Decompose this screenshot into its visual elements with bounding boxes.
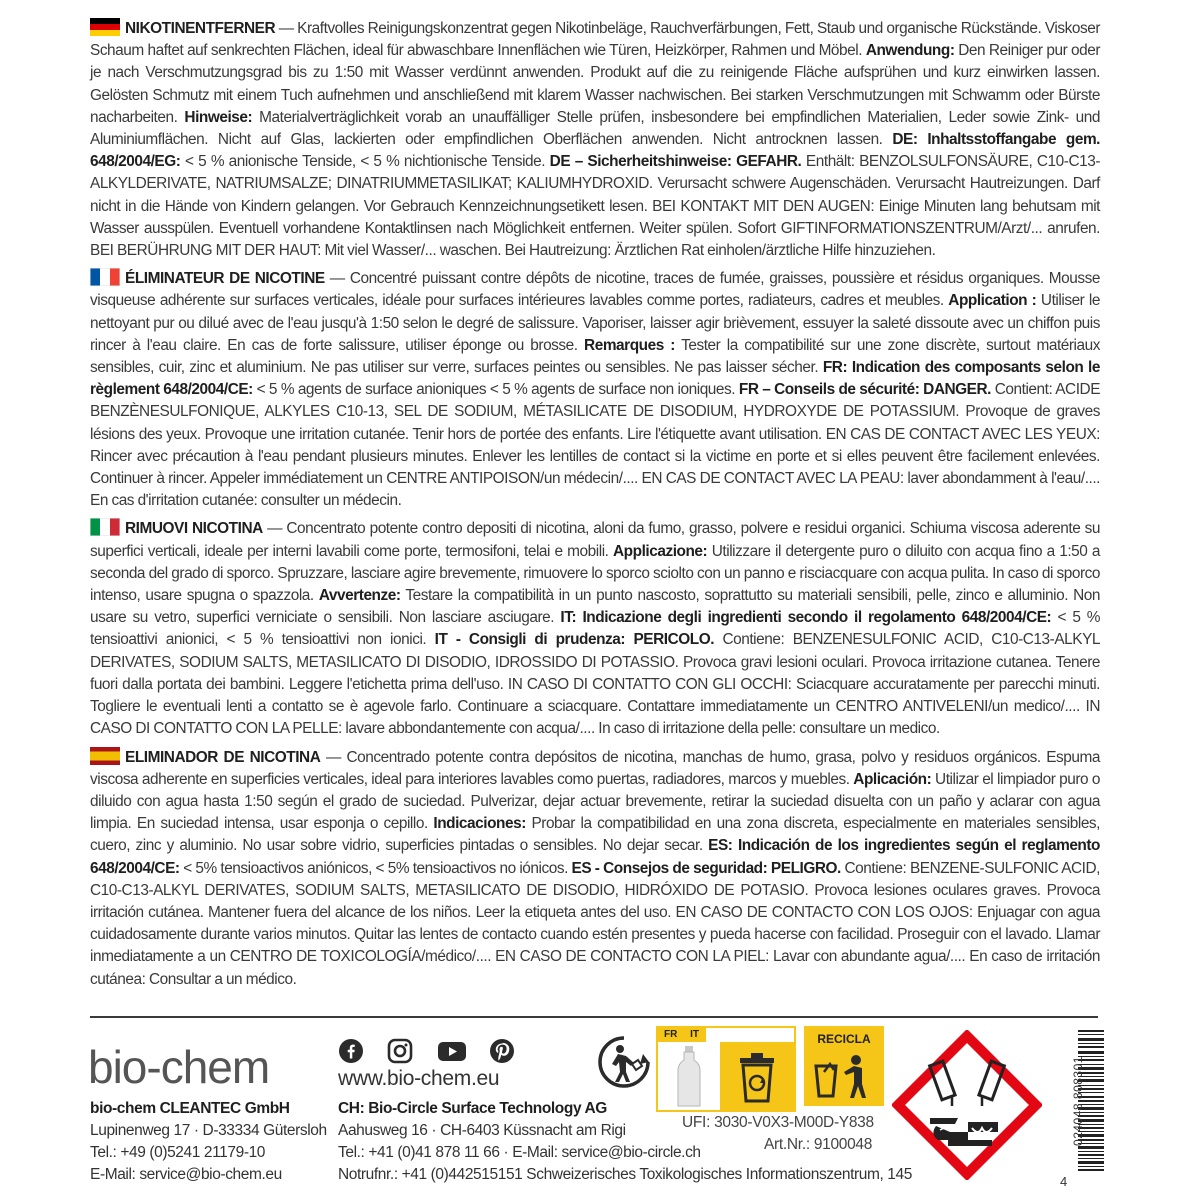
title-spanish: ELIMINADOR DE NICOTINA	[125, 748, 321, 766]
triman-icon	[596, 1034, 652, 1090]
barcode-digits: 024048 808301	[1071, 1056, 1085, 1146]
address-ch: Aahusweg 16 · CH-6403 Küssnacht am Rigi	[338, 1122, 626, 1139]
company-ch: CH: Bio-Circle Surface Technology AG	[338, 1100, 607, 1117]
website-url[interactable]: www.bio-chem.eu	[338, 1067, 500, 1090]
address-de: Lupinenweg 17 · D-33334 Gütersloh	[90, 1122, 327, 1139]
bottle-icon	[676, 1044, 702, 1110]
emergency-ch: Notrufnr.: +41 (0)442515151 Schweizerisches Toxikologisches Informationszentrum, 145	[338, 1166, 912, 1183]
title-italian: RIMUOVI NICOTINA	[125, 520, 263, 538]
facebook-icon[interactable]	[338, 1038, 364, 1064]
spanish-flag-icon	[90, 747, 120, 765]
ufi-code: UFI: 3030-V0X3-M00D-Y838	[682, 1114, 874, 1131]
company-de: bio-chem CLEANTEC GmbH	[90, 1100, 290, 1117]
section-german: NIKOTINENTFERNER — Kraftvolles Reinigungskonzentrat gegen Nikotinbeläge, Rauchverfärbungen, Fett, Staub und organische Rückstände. Viskoser Schaum haftet auf senkrechten Flächen, ideal für abwaschbare Innenflächen wie Türen, Heizkörper, Rahmen und Möbel. Anwendung: Den Reiniger pur oder je nach Verschmutzungsgrad bis zu 1:50 mit Wasser verdünnt anwenden. Produkt auf die zu reinigende Fläche aufsprühen und kurz einwirken lassen. Gelösten Schmutz mit einem Tuch aufnehmen und anschließend mit klarem Wasser nachwischen. Bei starken Verschmutzungen mit Schwamm oder Bürste nacharbeiten. Hinweise: Materialverträglichkeit vorab an unauffälliger Stelle prüfen, insbesondere bei empfindlichen Materialien, Leder sowie Zink- und Aluminiumflächen. Nicht auf Glas, lackierten oder empfindlichen Oberflächen anwenden. Nicht antrocknen lassen. DE: Inhaltsstoffangabe gem. 648/2004/EG: < 5 % anionische Tenside, < 5 % nichtionische Tenside. DE – Sicherheitshinweise: GEFAHR. Enthält: BENZOLSULFONSÄURE, C10-C13-ALKYLDERIVATE, NATRIUMSALZE; DINATRIUMMETASILIKAT; KALIUMHYDROXID. Verursacht schwere Augenschäden. Verursacht Hautreizungen. Darf nicht in die Hände von Kindern gelangen. Vor Gebrauch Kennzeichnungsetikett lesen. BEI KONTAKT MIT DEN AUGEN: Einige Minuten lang behutsam mit Wasser ausspülen. Eventuell vorhandene Kontaktlinsen nach Möglichkeit entfernen. Weiter spülen. Sofort GIFTINFORMATIONSZENTRUM/Arzt/... anrufen. BEI BERÜHRUNG MIT DER HAUT: Mit viel Wasser/... waschen. Bei Hautreizung: Ärztlichen Rat einholen/ärztliche Hilfe hinzuziehen.	[90, 20, 1101, 260]
italian-flag-icon	[90, 518, 120, 536]
pinterest-icon[interactable]	[489, 1038, 515, 1064]
youtube-icon[interactable]	[437, 1038, 467, 1064]
instagram-icon[interactable]	[387, 1038, 413, 1064]
corrosive-ghs-icon	[892, 1030, 1042, 1180]
barcode-lead-digit: 4	[1060, 1174, 1068, 1189]
footer-divider	[90, 1016, 1098, 1018]
section-spanish: ELIMINADOR DE NICOTINA — Concentrado potente contra depósitos de nicotina, manchas de humo, grasa, polvo y residuos orgánicos. Espuma viscosa adherente en superficies verticales, ideal para interiores lavables como puertas, radiadores, marcos y muebles. Aplicación: Utilizar el limpiador puro o diluido con agua hasta 1:50 según el grado de suciedad. Pulverizar, dejar actuar brevemente, retirar la suciedad disuelta con un paño y aclarar con agua limpia. En suciedad intensa, usar esponja o cepillo. Indicaciones: Probar la compatibilidad en una zona discreta, especialmente en materiales sensibles, cuero, zinc y aluminio. No usar sobre vidrio, superficies pintadas o sensibles. No dejar secar. ES: Indicación de los ingredientes según el reglamento 648/2004/CE: < 5% tensioactivos aniónicos, < 5% tensioactivos no iónicos. ES - Consejos de seguridad: PELIGRO. Contiene: BENZENE-SULFONIC ACID, C10-C13-ALKYL DERIVATES, SODIUM SALTS, METASILICATO DE DISODIO, HIDRÓXIDO DE POTASIO. Provoca lesiones oculares graves. Provoca irritación cutánea. Mantener fuera del alcance de los niños. Leer la etiqueta antes del uso. EN CASO DE CONTACTO CON LOS OJOS: Enjuagar con agua cuidadosamente durante varios minutos. Quitar las lentes de contacto cuando estén presentes y pueda hacerse con facilidad. Proseguir con el lavado. Llamar inmediatamente a un CENTRO DE TOXICOLOGÍA/médico/.... EN CASO DE CONTACTO CON LA PIEL: Lavar con abundante agua/.... En caso de irritación cutánea: Consultar a un médico.	[90, 748, 1101, 988]
tel-ch: Tel.: +41 (0)41 878 11 66 · E-Mail: service@bio-circle.ch	[338, 1144, 701, 1161]
recycle-lang-tab: FR IT	[658, 1028, 706, 1042]
title-german: NIKOTINENTFERNER	[125, 20, 276, 37]
recicla-icon	[812, 1052, 876, 1100]
email-de: E-Mail: service@bio-chem.eu	[90, 1166, 282, 1183]
label-text-area	[90, 18, 1100, 997]
article-number: Art.Nr.: 9100048	[764, 1136, 873, 1153]
barcode	[1060, 1030, 1104, 1189]
french-flag-icon	[90, 268, 120, 286]
section-french: ÉLIMINATEUR DE NICOTINE — Concentré puissant contre dépôts de nicotine, traces de fumée, graisses, poussière et résidus organiques. Mousse visqueuse adhérente sur surfaces verticales, idéale pour surfaces intérieures lavables comme portes, radiateurs, cadres et meubles. Application : Utiliser le nettoyant pur ou dilué avec de l'eau jusqu'à 1:50 selon le degré de salissure. Vaporiser, laisser agir brièvement, essuyer la saleté dissoute avec un chiffon puis rincer à l'eau claire. En cas de forte salissure, utiliser éponge ou brosse. Remarques : Tester la compatibilité sur une zone discrète, surtout matériaux sensibles, cuir, zinc et aluminium. Ne pas utiliser sur verre, surfaces peintes ou sensibles. Ne pas laisser sécher. FR: Indication des composants selon le règlement 648/2004/CE: < 5 % agents de surface anioniques < 5 % agents de surface non ioniques. FR – Conseils de sécurité: DANGER. Contient: ACIDE BENZÈNESULFONIQUE, ALKYLES C10-13, SEL DE SODIUM, MÉTASILICATE DE DISODIUM, HYDROXYDE DE POTASSIUM. Provoque de graves lésions des yeux. Provoque une irritation cutanée. Tenir hors de portée des enfants. Lire l'étiquette avant utilisation. EN CAS DE CONTACT AVEC LES YEUX: Rincer avec précaution à l'eau pendant plusieurs minutes. Enlever les lentilles de contact si la victime en porte et si elles peuvent être facilement enlevées. Continuer à rincer. Appeler immédiatement un CENTRE ANTIPOISON/un médecin/.... EN CAS DE CONTACT AVEC LA PEAU: laver abondamment à l'eau/.... En cas d'irritation cutanée: consulter un médecin.	[90, 270, 1101, 510]
section-italian: RIMUOVI NICOTINA — Concentrato potente contro depositi di nicotina, aloni da fumo, grasso, polvere e residui organici. Schiuma viscosa aderente su superfici verticali, ideale per interni lavabili come porte, termosifoni, telai e mobili. Applicazione: Utilizzare il detergente puro o diluito con acqua fino a 1:50 a seconda del grado di sporco. Spruzzare, lasciare agire brevemente, rimuovere lo sporco sciolto con un panno e risciacquare con acqua pulita. In caso di sporco intenso, usare spugna o spazzola. Avvertenze: Testare la compatibilità in un punto nascosto, soprattutto su materiali sensibili, pelle, zinco e alluminio. Non usare su vetro, superfici verniciate o sensibili. Non lasciare asciugare. IT: Indicazione degli ingredienti secondo il regolamento 648/2004/CE: < 5 % tensioattivi anionici, < 5 % tensioattivi non ionici. IT - Consigli di prudenza: PERICOLO. Contiene: BENZENESULFONIC ACID, C10-C13-ALKYL DERIVATES, SODIUM SALTS, METASILICATO DI DISODIO, IDROSSIDO DI POTASSIO. Provoca gravi lesioni oculari. Provoca irritazione cutanea. Tenere fuori dalla portata dei bambini. Leggere l'etichetta prima dell'uso. IN CASO DI CONTATTO CON GLI OCCHI: Sciacquare accuratamente per parecchi minuti. Togliere le eventuali lenti a contatto se è agevole farlo. Continuare a sciacquare. Contattare immediatamente un CENTRO ANTIVELENI/un medico/.... IN CASO DI CONTATTO CON LA PELLE: lavare abbondantemente con acqua/.... In caso di irritazione della pelle: consultare un medico.	[90, 520, 1101, 738]
recycle-panel	[656, 1026, 796, 1112]
bio-chem-logo: bio-chem	[88, 1041, 270, 1093]
tel-de: Tel.: +49 (0)5241 21179-10	[90, 1144, 266, 1161]
bin-icon	[734, 1050, 780, 1104]
recicla-panel: RECICLA	[804, 1026, 884, 1106]
title-french: ÉLIMINATEUR DE NICOTINE	[125, 270, 325, 288]
german-flag-icon	[90, 18, 120, 36]
